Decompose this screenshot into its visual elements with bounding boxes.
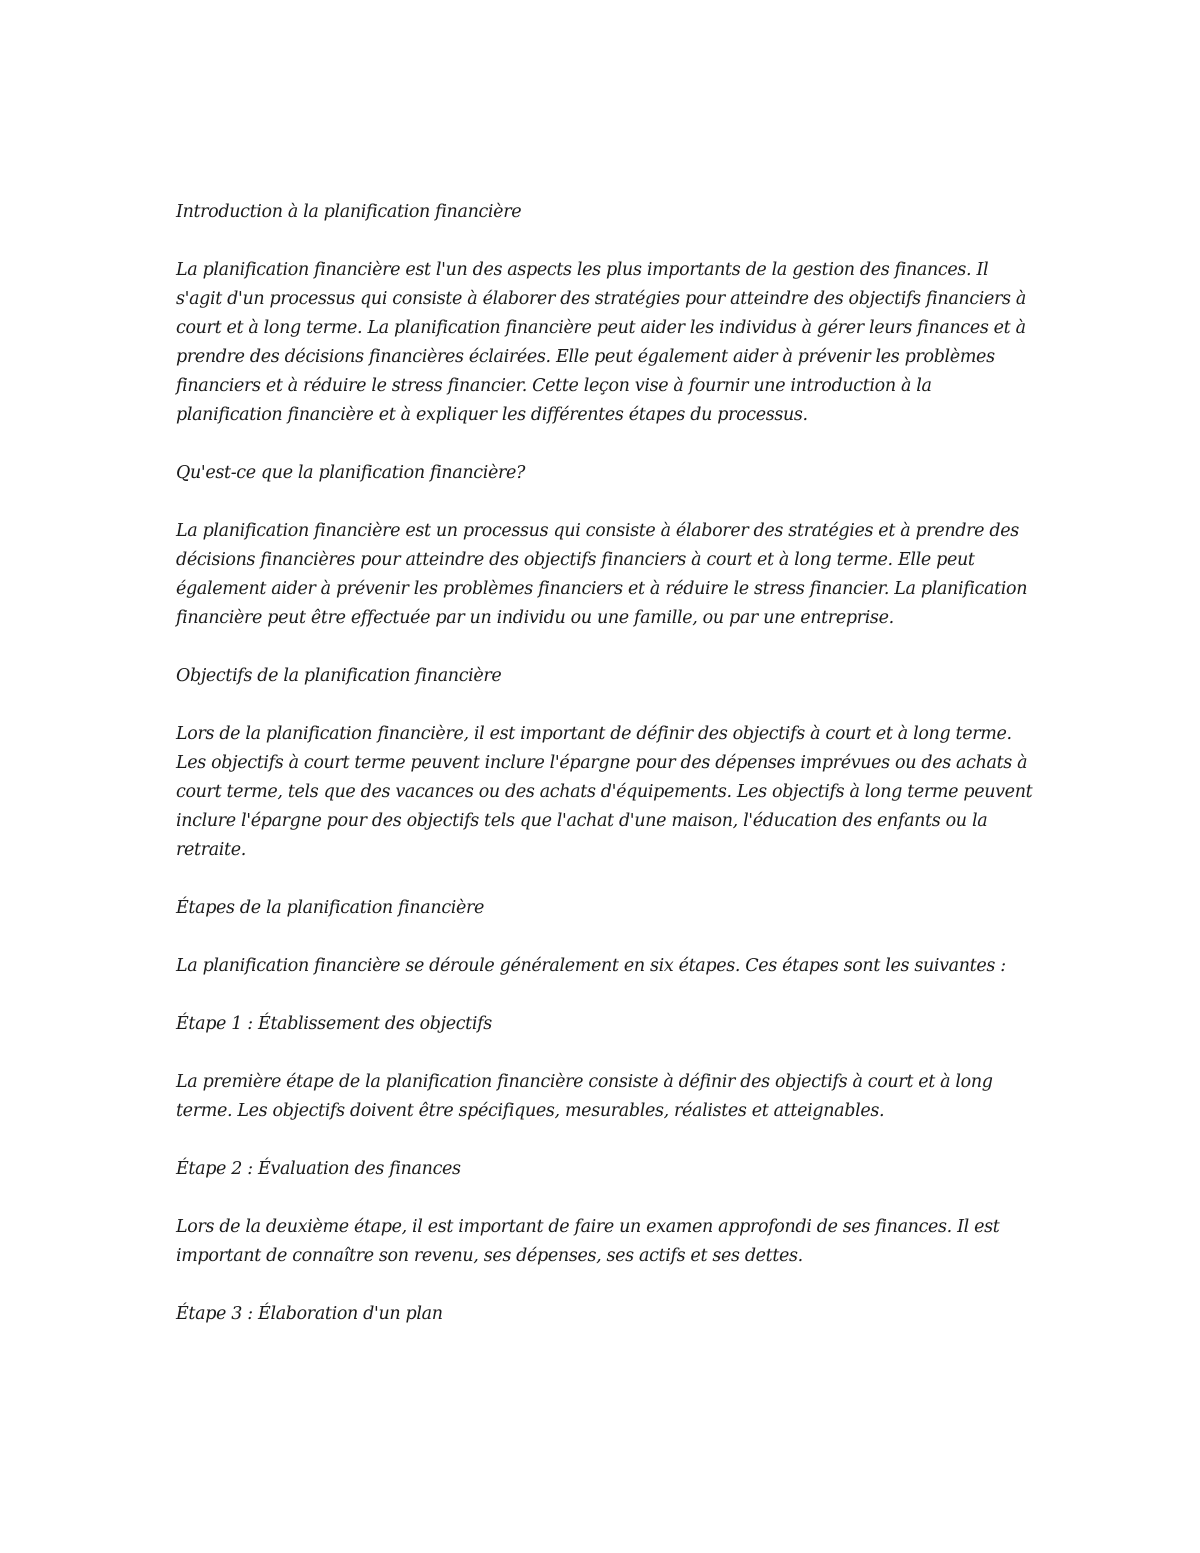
section-body-objectives: Lors de la planification financière, il est important de définir des objectifs à court et à long terme. Les objectifs à court terme peuvent inclure l'épargne pour des dépenses imprévues ou des achats à court terme, tels que des vacances ou des achats d'équipements. Les objectifs à long terme peuvent inclure l'épargne pour des objectifs tels que l'achat d'une maison, l'éducation des enfants ou la retraite. (176, 724, 1033, 860)
section-heading-definition: Qu'est-ce que la planification financière? (176, 463, 526, 483)
section-heading-steps: Étapes de la planification financière (176, 898, 485, 918)
section-body-step-2: Lors de la deuxième étape, il est important de faire un examen approfondi de ses finances. Il est important de connaître son revenu, ses dépenses, ses actifs et ses dettes. (176, 1217, 1000, 1266)
section-heading-step-3: Étape 3 : Élaboration d'un plan (176, 1304, 443, 1324)
document-title: Introduction à la planification financière (176, 202, 522, 222)
section-body-steps: La planification financière se déroule généralement en six étapes. Ces étapes sont les suivantes : (176, 956, 1006, 976)
document-page (176, 198, 1036, 1358)
section-heading-step-1: Étape 1 : Établissement des objectifs (176, 1014, 492, 1034)
intro-paragraph: La planification financière est l'un des aspects les plus importants de la gestion des finances. Il s'agit d'un processus qui consiste à élaborer des stratégies pour atteindre des objectifs financiers à court et à long terme. La planification financière peut aider les individus à gérer leurs finances et à prendre des décisions financières éclairées. Elle peut également aider à prévenir les problèmes financiers et à réduire le stress financier. Cette leçon vise à fournir une introduction à la planification financière et à expliquer les différentes étapes du processus. (176, 260, 1026, 425)
section-heading-step-2: Étape 2 : Évaluation des finances (176, 1159, 461, 1179)
section-body-definition: La planification financière est un processus qui consiste à élaborer des stratégies et à prendre des décisions financières pour atteindre des objectifs financiers à court et à long terme. Elle peut également aider à prévenir les problèmes financiers et à réduire le stress financier. La planification financière peut être effectuée par un individu ou une famille, ou par une entreprise. (176, 521, 1028, 628)
section-body-step-1: La première étape de la planification financière consiste à définir des objectifs à court et à long terme. Les objectifs doivent être spécifiques, mesurables, réalistes et atteignables. (176, 1072, 993, 1121)
section-heading-objectives: Objectifs de la planification financière (176, 666, 502, 686)
